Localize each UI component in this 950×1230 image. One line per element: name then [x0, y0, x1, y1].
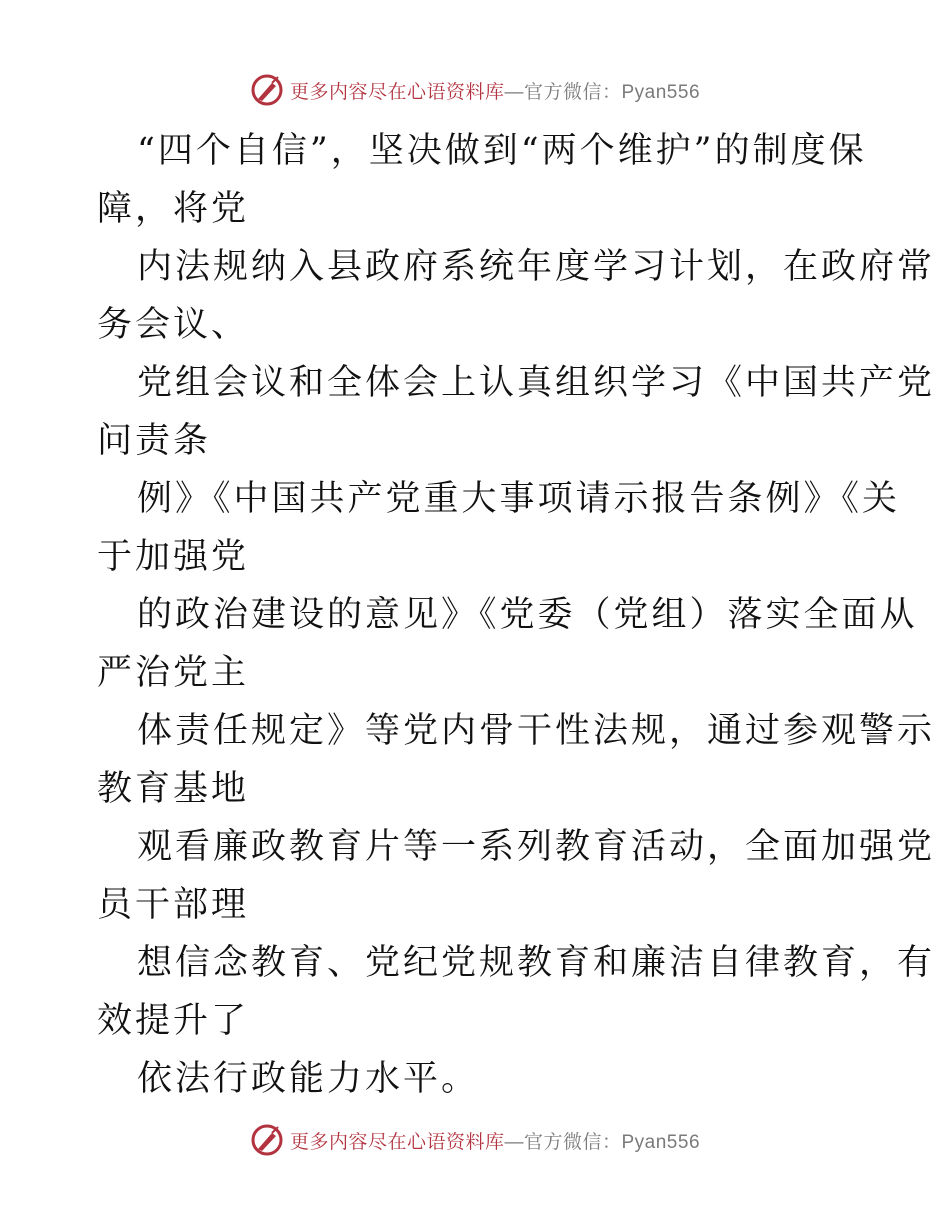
- paragraph: [97, 818, 936, 934]
- watermark-main: 更多内容尽在心语资料库: [289, 1130, 505, 1153]
- pen-logo-icon: [250, 73, 284, 107]
- footer-watermark: [0, 1120, 950, 1160]
- paragraph-line: 严治党主: [97, 653, 250, 693]
- header-watermark: [0, 70, 950, 110]
- watermark-text: [290, 1127, 700, 1154]
- paragraph-line: 障，将党: [97, 189, 250, 229]
- paragraph-line: 内法规纳入县政府系统年度学习计划，在政府常: [137, 247, 936, 287]
- paragraph-line: 例》《中国共产党重大事项请示报告条例》《关: [137, 479, 901, 519]
- watermark-sub: —官方微信：Pyan556: [504, 81, 701, 103]
- paragraph-line: 党组会议和全体会上认真组织学习《中国共产党: [137, 363, 936, 403]
- paragraph-line: 于加强党: [97, 537, 250, 577]
- watermark-sub: —官方微信：Pyan556: [504, 1131, 701, 1153]
- paragraph-line: 观看廉政教育片等一系列教育活动，全面加强党: [137, 827, 936, 867]
- paragraph-line: 依法行政能力水平。: [137, 1059, 480, 1099]
- paragraph-line: 教育基地: [97, 769, 250, 809]
- paragraph: [97, 122, 867, 238]
- paragraph: [97, 238, 936, 354]
- paragraph-line: “四个自信”，坚决做到“两个维护”的制度保: [137, 131, 867, 171]
- paragraph-line: 的政治建设的意见》《党委（党组）落实全面从: [137, 595, 918, 635]
- document-body: [97, 122, 936, 1108]
- paragraph-line: 想信念教育、党纪党规教育和廉洁自律教育，有: [137, 943, 936, 983]
- paragraph: [97, 586, 918, 702]
- paragraph-line: 务会议、: [97, 305, 250, 345]
- paragraph: [97, 354, 936, 470]
- pen-logo-icon: [250, 1123, 284, 1157]
- paragraph: [97, 470, 901, 586]
- paragraph-line: 体责任规定》等党内骨干性法规，通过参观警示: [137, 711, 936, 751]
- paragraph-line: 效提升了: [97, 1001, 250, 1041]
- paragraph-line: 问责条: [97, 421, 212, 461]
- paragraph: [97, 1050, 857, 1108]
- watermark-main: 更多内容尽在心语资料库: [289, 80, 505, 103]
- paragraph: [97, 934, 936, 1050]
- paragraph: [97, 702, 936, 818]
- paragraph-line: 员干部理: [97, 885, 250, 925]
- watermark-text: [290, 77, 700, 104]
